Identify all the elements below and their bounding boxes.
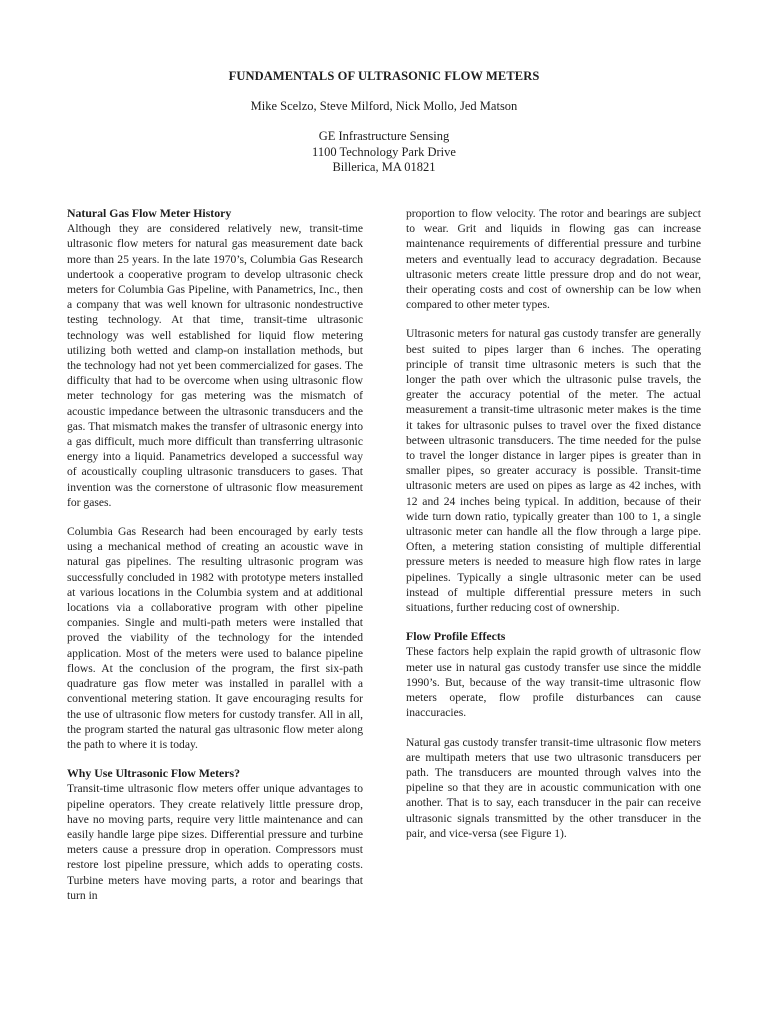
author-list: Mike Scelzo, Steve Milford, Nick Mollo, Jed Matson xyxy=(250,99,518,113)
affiliation-city: Billerica, MA 01821 xyxy=(332,160,436,174)
paragraph: Columbia Gas Research had been encouraged by early tests using a mechanical method of creating an acoustic wave in natural gas pipelines. The resulting ultrasonic program was successfully concluded in 1982 with prototype meters installed at various locations in the Columbia system and at additional locations via a collaborative program with other pipeline companies. Single and multi-path meters were installed that proved the viability of the technology for the intended application. Most of the meters were used to balance pipeline flows. At the conclusion of the program, the first six-path quadrature gas flow meter was installed in parallel with a conventional metering station. It gave encouraging results for the use of ultrasonic flow meters for custody transfer. All in all, the program started the natural gas ultrasonic flow meter along the path to where it is today. xyxy=(67,525,363,751)
section-heading-history: Natural Gas Flow Meter History xyxy=(67,206,232,220)
paragraph: Natural gas custody transfer transit-time ultrasonic flow meters are multipath meters that use two ultrasonic transducers per path. The transducers are mounted through valves into the pipeline so that they are in acoustic communication with one another. That is to say, each transducer in the pair can receive ultrasonic signals transmitted by the other transducer in the pair, and vice-versa (see Figure 1). xyxy=(406,735,701,840)
paragraph: These factors help explain the rapid growth of ultrasonic flow meter use in natural gas custody transfer use since the middle 1990’s. But, because of the way transit-time ultrasonic flow meters operate, flow profile disturbances can cause inaccuracies. xyxy=(406,645,701,720)
affiliation-organization: GE Infrastructure Sensing xyxy=(318,129,450,143)
affiliation-block xyxy=(0,129,768,176)
affiliation-street: 1100 Technology Park Drive xyxy=(312,144,456,159)
paper-title: FUNDAMENTALS OF ULTRASONIC FLOW METERS xyxy=(228,69,540,83)
section-heading-why-use: Why Use Ultrasonic Flow Meters? xyxy=(67,766,240,781)
paragraph: Although they are considered relatively new, transit-time ultrasonic flow meters for natural gas measurement date back more than 25 years. In the late 1970’s, Columbia Gas Research undertook a cooperative program to develop ultrasonic check meters for Columbia Gas Pipeline, with Panametrics, Inc., then a company that was well known for ultrasonic nondestructive testing technology. At that time, transit-time ultrasonic technology was well established for liquid flow metering utilizing both wetted and clamp-on installation methods, but the technology had not yet been commercialized for gases. The difficulty that had to be overcome when using ultrasonic flow meter technology for gas metering was the mismatch of acoustic impedance between the ultrasonic transducers and the gas. That mismatch makes the transfer of ultrasonic energy into a gas difficult, much more difficult than transferring ultrasonic energy into a liquid. Panametrics developed a successful way of acoustically coupling ultrasonic transducers to gases. That invention was the cornerstone of ultrasonic flow measurement for gases. xyxy=(67,222,363,509)
right-column xyxy=(406,206,701,855)
paragraph: proportion to flow velocity. The rotor and bearings are subject to wear. Grit and liquids in flowing gas can increase maintenance requirements of differential pressure and turbine meters and eventually lead to accuracy degradation. Because ultrasonic meters create little pressure drop and do not wear, their operating costs and cost of ownership can be low when compared to other meter types. xyxy=(406,207,701,312)
left-column xyxy=(67,206,363,917)
section-heading-flow-profile: Flow Profile Effects xyxy=(406,629,506,644)
paragraph: Ultrasonic meters for natural gas custody transfer are generally best suited to pipes larger than 6 inches. The operating principle of transit time ultrasonic meters is such that the longer the path over which the ultrasonic pulse travels, the greater the accuracy potential of the meter. The actual measurement a transit-time ultrasonic meter makes is the time it takes for ultrasonic pulses to travel over the fixed distance between ultrasonic transducers. The time needed for the pulse to travel the longer distance in larger pipes is greater than in smaller pipes, so greater accuracy is possible. Transit-time ultrasonic meters are used on pipes as large as 42 inches, with 12 and 24 inches being typical. In addition, because of their wide turn down ratio, typically greater than 100 to 1, a single ultrasonic meter can handle all the flow through a large pipe. Often, a metering station consisting of multiple differential pressure meters is needed to measure high flow rates in large pipelines. Typically a single ultrasonic meter can be used instead of multiple differential pressure meters in such situations, further reducing cost of ownership. xyxy=(406,327,701,615)
paragraph: Transit-time ultrasonic flow meters offer unique advantages to pipeline operators. They create relatively little pressure drop, have no moving parts, require very little maintenance and can easily handle large pipe sizes. Differential pressure and turbine meters cause a pressure drop in operation. Compressors must restore lost pipeline pressure, which adds to operating costs. Turbine meters have moving parts, a rotor and bearings that turn in xyxy=(67,782,363,902)
